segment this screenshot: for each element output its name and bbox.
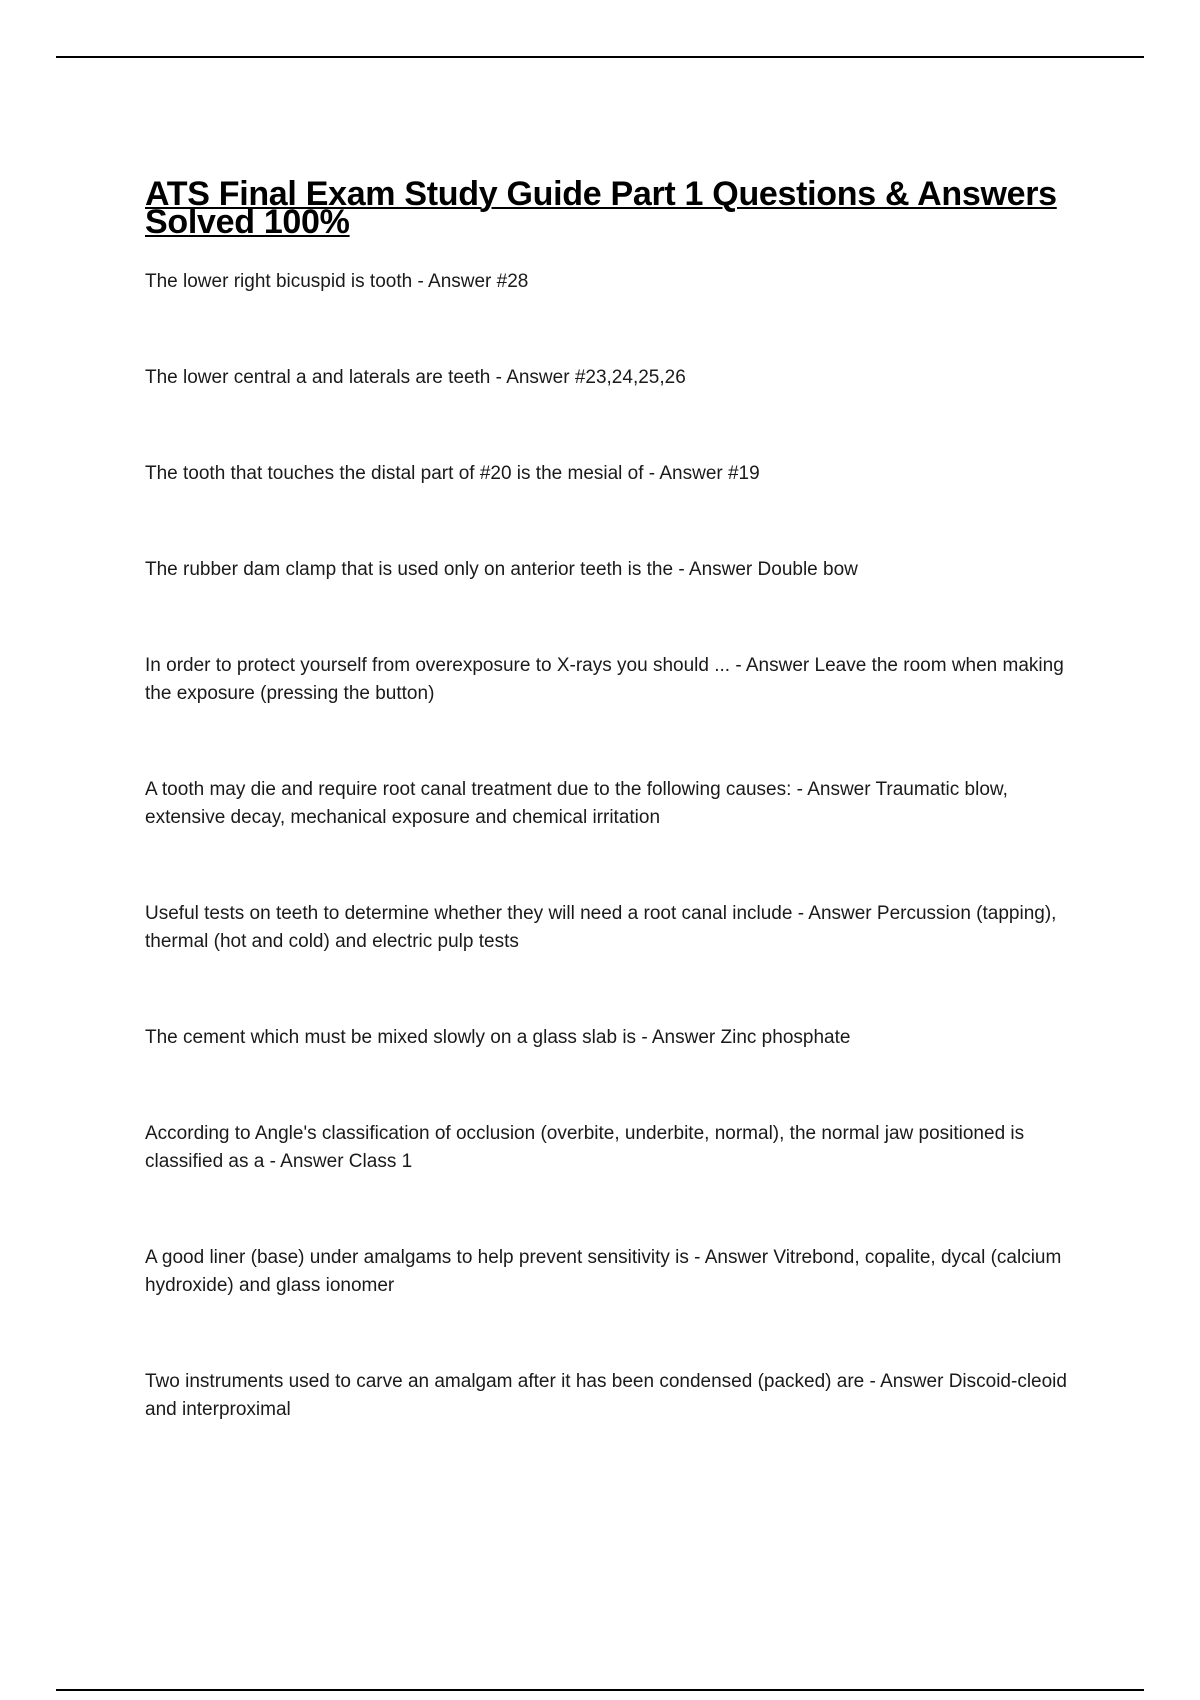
qa-item: The cement which must be mixed slowly on a glass slab is - Answer Zinc phosphate [145, 1027, 851, 1048]
document-title: ATS Final Exam Study Guide Part 1 Questions & Answers Solved 100% [145, 175, 1057, 241]
qa-item: A tooth may die and require root canal treatment due to the following causes: - Answer Traumatic blow, extensive decay, mechanical exposure and chemical irritation [145, 779, 1008, 828]
qa-item: Useful tests on teeth to determine whether they will need a root canal include - Answer Percussion (tapping), thermal (hot and cold) and electric pulp tests [145, 903, 1057, 952]
bottom-rule [56, 1689, 1144, 1691]
qa-list [145, 268, 1085, 1424]
qa-item: The lower central a and laterals are teeth - Answer #23,24,25,26 [145, 367, 686, 388]
top-rule [56, 56, 1144, 58]
qa-item: A good liner (base) under amalgams to help prevent sensitivity is - Answer Vitrebond, copalite, dycal (calcium hydroxide) and glass ionomer [145, 1247, 1062, 1296]
qa-item: The rubber dam clamp that is used only on anterior teeth is the - Answer Double bow [145, 559, 858, 580]
qa-item: The tooth that touches the distal part of #20 is the mesial of - Answer #19 [145, 463, 760, 484]
qa-item: The lower right bicuspid is tooth - Answer #28 [145, 271, 529, 292]
qa-item: According to Angle's classification of occlusion (overbite, underbite, normal), the normal jaw positioned is classified as a - Answer Class 1 [145, 1123, 1025, 1172]
qa-item: Two instruments used to carve an amalgam after it has been condensed (packed) are - Answer Discoid-cleoid and interproximal [145, 1371, 1067, 1420]
qa-item: In order to protect yourself from overexposure to X-rays you should ... - Answer Leave the room when making the exposure (pressing the button) [145, 655, 1064, 704]
document-body [145, 175, 1085, 1424]
